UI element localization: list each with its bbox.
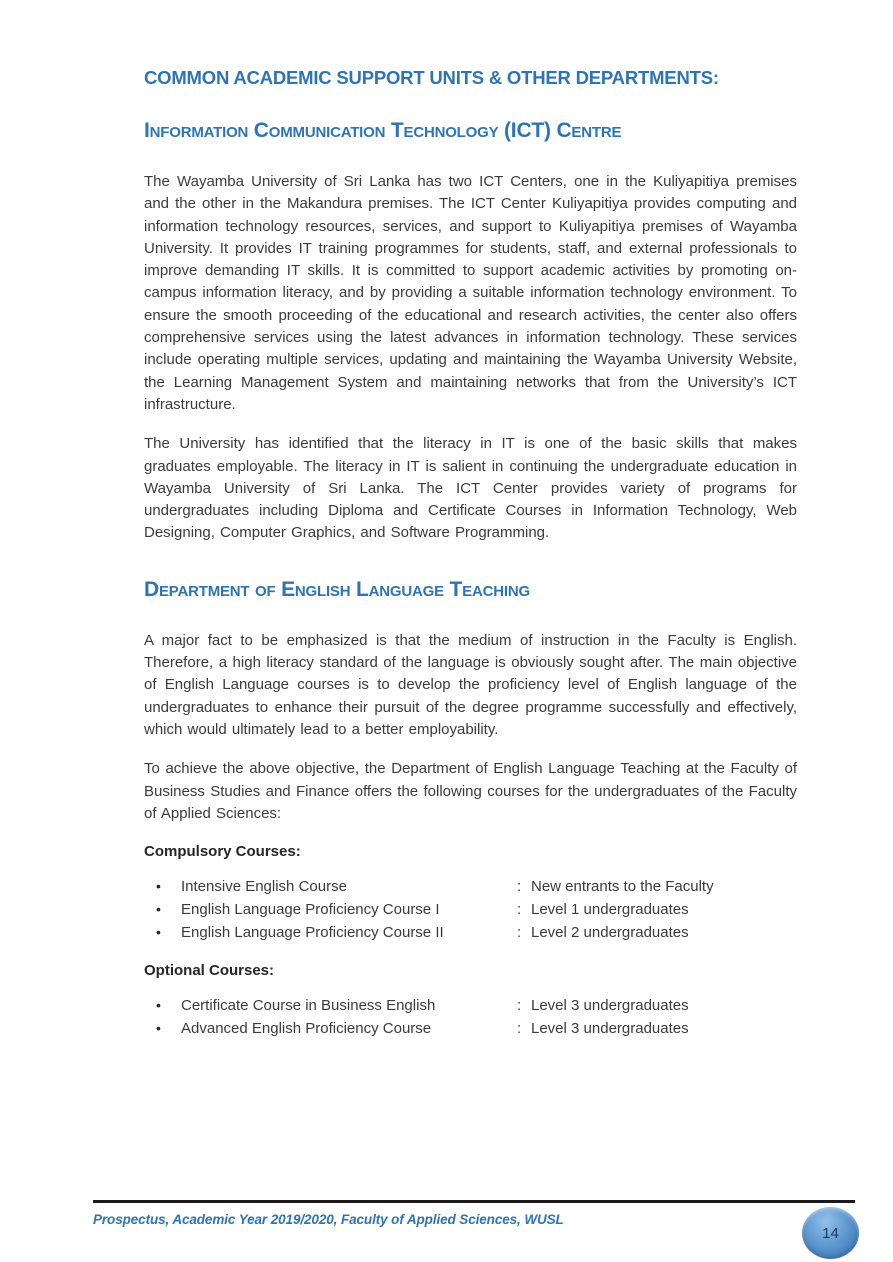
page-number: 14 (822, 1224, 839, 1242)
course-name: English Language Proficiency Course II (181, 924, 444, 942)
bullet-icon: • (156, 1020, 161, 1037)
optional-courses-title: Optional Courses: (144, 962, 275, 980)
course-name: Advanced English Proficiency Course (181, 1020, 432, 1038)
ict-paragraph-1: The Wayamba University of Sri Lanka has two ICT Centers, one in the Kuliyapitiya premises and the other in the Makandura premises. The ICT Center Kuliyapitiya provides computing and information technology resources, services, and support to Kuliyapitiya premises of Wayamba University. It provides IT training programmes for students, staff, and external professionals to improve demanding IT skills. It is committed to support academic activities by promoting on-campus information literacy, and by providing a suitable information technology environment. To ensure the smooth proceeding of the educational and research activities, the center also offers comprehensive services using the latest advances in information technology. These services include operating multiple services, updating and maintaining the Wayamba University Website, the Learning Management System and maintaining networks that from the University’s ICT infrastructure. (144, 173, 797, 413)
compulsory-courses-title: Compulsory Courses: (144, 843, 301, 861)
bullet-icon: • (156, 997, 161, 1014)
footer-citation: Prospectus, Academic Year 2019/2020, Faculty of Applied Sciences, WUSL (93, 1212, 564, 1227)
course-separator: : (517, 1020, 522, 1038)
course-row (144, 921, 797, 944)
english-dept-paragraph-2: To achieve the above objective, the Department of English Language Teaching at the Faculty of Business Studies and Finance offers the following courses for the undergraduates of the Faculty of Applied Sciences: (144, 760, 797, 822)
compulsory-course-list (144, 875, 797, 944)
course-name: English Language Proficiency Course I (181, 901, 440, 919)
footer-divider (93, 1200, 855, 1203)
course-separator: : (517, 997, 522, 1015)
course-separator: : (517, 924, 522, 942)
bullet-icon: • (156, 924, 161, 941)
course-audience: Level 2 undergraduates (531, 924, 689, 942)
english-dept-paragraph-1: A major fact to be emphasized is that the medium of instruction in the Faculty is English. Therefore, a high literacy standard of the language is obviously sought after. The main objective of English Language courses is to develop the proficiency level of English language of the undergraduates to enhance their pursuit of the degree programme successfully and effectively, which would ultimately lead to a better employability. (144, 631, 797, 738)
optional-course-list (144, 994, 797, 1040)
course-separator: : (517, 901, 522, 919)
ict-paragraph-2: The University has identified that the literacy in IT is one of the basic skills that makes graduates employable. The literacy in IT is salient in continuing the undergraduate education in Wayamba University of Sri Lanka. The ICT Center provides variety of programs for undergraduates including Diploma and Certificate Courses in Information Technology, Web Designing, Computer Graphics, and Software Programming. (144, 435, 797, 542)
bullet-icon: • (156, 901, 161, 918)
course-row (144, 898, 797, 921)
course-row (144, 994, 797, 1017)
course-row (144, 1017, 797, 1040)
page-number-badge (802, 1207, 859, 1259)
course-audience: Level 3 undergraduates (531, 1020, 689, 1038)
course-audience: Level 1 undergraduates (531, 901, 689, 919)
main-heading: COMMON ACADEMIC SUPPORT UNITS & OTHER DEPARTMENTS: (144, 67, 719, 88)
course-separator: : (517, 878, 522, 896)
page-content (144, 66, 797, 1040)
course-name: Certificate Course in Business English (181, 997, 436, 1015)
course-row (144, 875, 797, 898)
ict-centre-heading: Information Communication Technology (ICT) Centre (144, 119, 622, 142)
bullet-icon: • (156, 878, 161, 895)
course-name: Intensive English Course (181, 878, 347, 896)
course-audience: Level 3 undergraduates (531, 997, 689, 1015)
english-dept-heading: Department of English Language Teaching (144, 577, 530, 601)
course-audience: New entrants to the Faculty (531, 878, 714, 896)
